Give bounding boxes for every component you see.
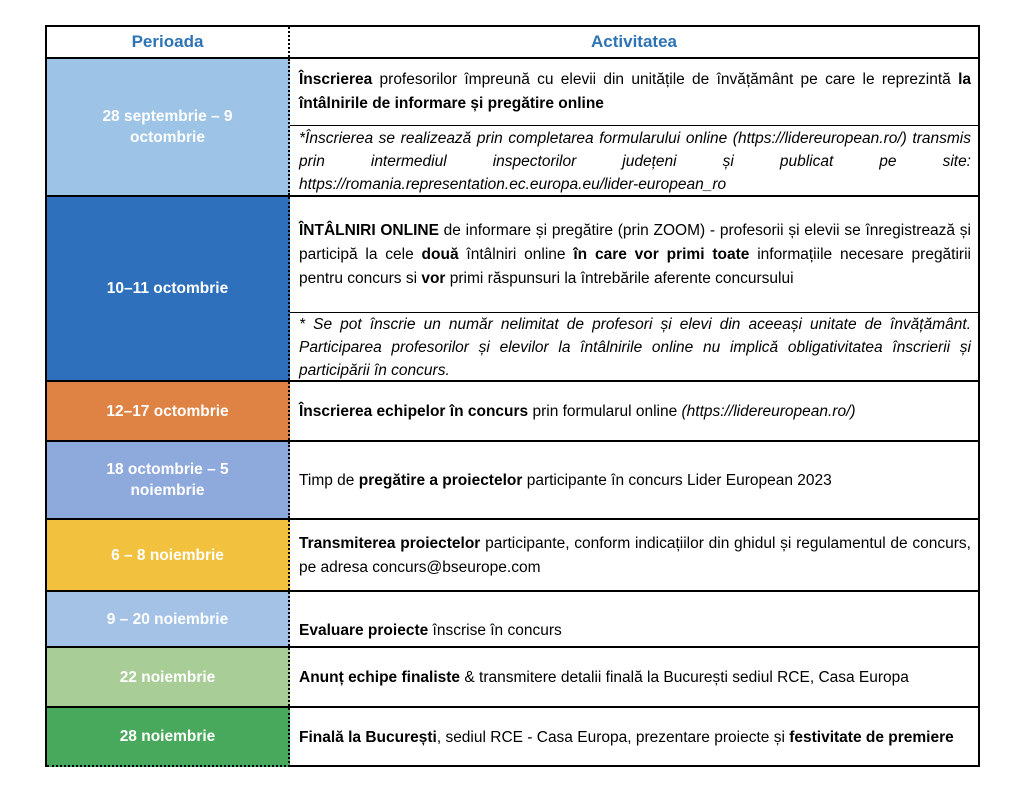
text-run: * Se pot înscrie un număr nelimitat de profesori și elevi din aceeași unitate de învățământ. Participarea profesorilor și elevilor la întâlnirile online nu implică obligativitatea înscrierii și participării în concurs.: [299, 316, 971, 379]
activity-cell: [290, 592, 978, 646]
period-label: 6 – 8 noiembrie: [111, 546, 224, 564]
activity-text-block: [290, 520, 978, 592]
period-cell: [47, 382, 290, 440]
text-run: primi răspunsuri la întrebările aferente concursului: [445, 269, 794, 287]
period-label: 28 noiembrie: [119, 728, 216, 745]
header-cell-activitatea: [290, 27, 978, 57]
activity-note-block: [290, 312, 978, 382]
text-run: (https://lidereuropean.ro/): [681, 403, 856, 420]
period-label: 18 octombrie – 5 noiembrie: [106, 461, 229, 499]
activity-header-label: Activitatea: [591, 32, 677, 51]
table-row: [47, 442, 978, 520]
activity-cell: [290, 442, 978, 518]
activity-cell: [290, 59, 978, 195]
activity-text-block: [290, 442, 978, 520]
activity-cell: [290, 708, 978, 767]
period-cell: [47, 708, 290, 767]
table-row: [47, 592, 978, 648]
header-cell-perioada: [47, 27, 290, 57]
period-label: 9 – 20 noiembrie: [106, 610, 229, 628]
period-header-label: Perioada: [131, 32, 204, 51]
text-run: informațiile necesare pregătirii pentru concurs si: [299, 245, 971, 287]
period-label: 28 septembrie – 9 octombrie: [102, 108, 233, 146]
activity-cell: [290, 382, 978, 440]
text-run: două: [421, 245, 459, 263]
table-row: [47, 648, 978, 708]
period-cell: [47, 442, 290, 518]
text-run: participante, conform indicațiilor din ghidul și regulamentul de concurs, pe adresa concurs@bseurope.com: [299, 535, 971, 576]
text-run: , sediul RCE - Casa Europa, prezentare proiecte și: [436, 728, 790, 746]
table-row: [47, 59, 978, 197]
activity-text-block: [290, 197, 978, 312]
text-run: în care vor primi toate: [573, 245, 750, 263]
table-row: [47, 197, 978, 382]
activity-cell: [290, 520, 978, 590]
text-run: Evaluare proiecte: [299, 622, 429, 639]
period-label: 12–17 octombrie: [106, 402, 229, 420]
activity-text-block: [290, 592, 978, 648]
activity-cell: [290, 197, 978, 380]
text-run: vor: [421, 269, 446, 287]
text-run: întâlniri online: [458, 245, 574, 263]
table-row: [47, 382, 978, 442]
text-run: de informare și pregătire (prin ZOOM) - profesorii și elevii se înregistrează și participă la cele: [299, 221, 971, 263]
text-run: la întâlnirile de informare și pregătire online: [299, 71, 971, 112]
activity-cell: [290, 648, 978, 706]
text-run: Timp de: [299, 472, 359, 489]
activity-text-block: [290, 382, 978, 442]
text-run: participante în concurs Lider European 2023: [522, 472, 832, 489]
text-run: *Înscrierea se realizează prin completarea formularului online (https://lidereuropean.ro/) transmis prin intermediul inspectorilor județeni și publicat pe site: https://romania.representation.ec.europa.eu/lider-european_ro: [299, 130, 971, 193]
period-label: 10–11 octombrie: [106, 280, 229, 297]
text-run: Finală la București: [299, 728, 437, 746]
text-run: & transmitere detalii finală la București sediul RCE, Casa Europa: [460, 669, 909, 686]
period-label: 22 noiembrie: [119, 668, 216, 686]
schedule-table: [45, 25, 980, 767]
text-run: prin formularul online: [528, 403, 682, 420]
text-run: ÎNTÂLNIRI ONLINE: [299, 221, 439, 239]
period-cell: [47, 197, 290, 380]
activity-text-block: [290, 648, 978, 708]
table-header-row: [47, 27, 978, 59]
period-cell: [47, 592, 290, 646]
text-run: Înscrierea: [299, 71, 373, 88]
activity-text-block: [290, 708, 978, 767]
table-row: [47, 708, 978, 767]
period-cell: [47, 520, 290, 590]
period-cell: [47, 648, 290, 706]
text-run: profesorilor împreună cu elevii din unitățile de învățământ pe care le reprezintă: [372, 71, 959, 88]
text-run: înscrise în concurs: [428, 622, 562, 639]
activity-text-block: [290, 59, 978, 125]
text-run: festivitate de premiere: [789, 728, 954, 746]
text-run: Anunț echipe finaliste: [299, 669, 461, 686]
text-run: Transmiterea proiectelor: [299, 535, 481, 552]
text-run: Înscrierea echipelor în concurs: [299, 403, 529, 420]
text-run: pregătire a proiectelor: [358, 472, 523, 489]
activity-note-block: [290, 125, 978, 197]
table-row: [47, 520, 978, 592]
period-cell: [47, 59, 290, 195]
